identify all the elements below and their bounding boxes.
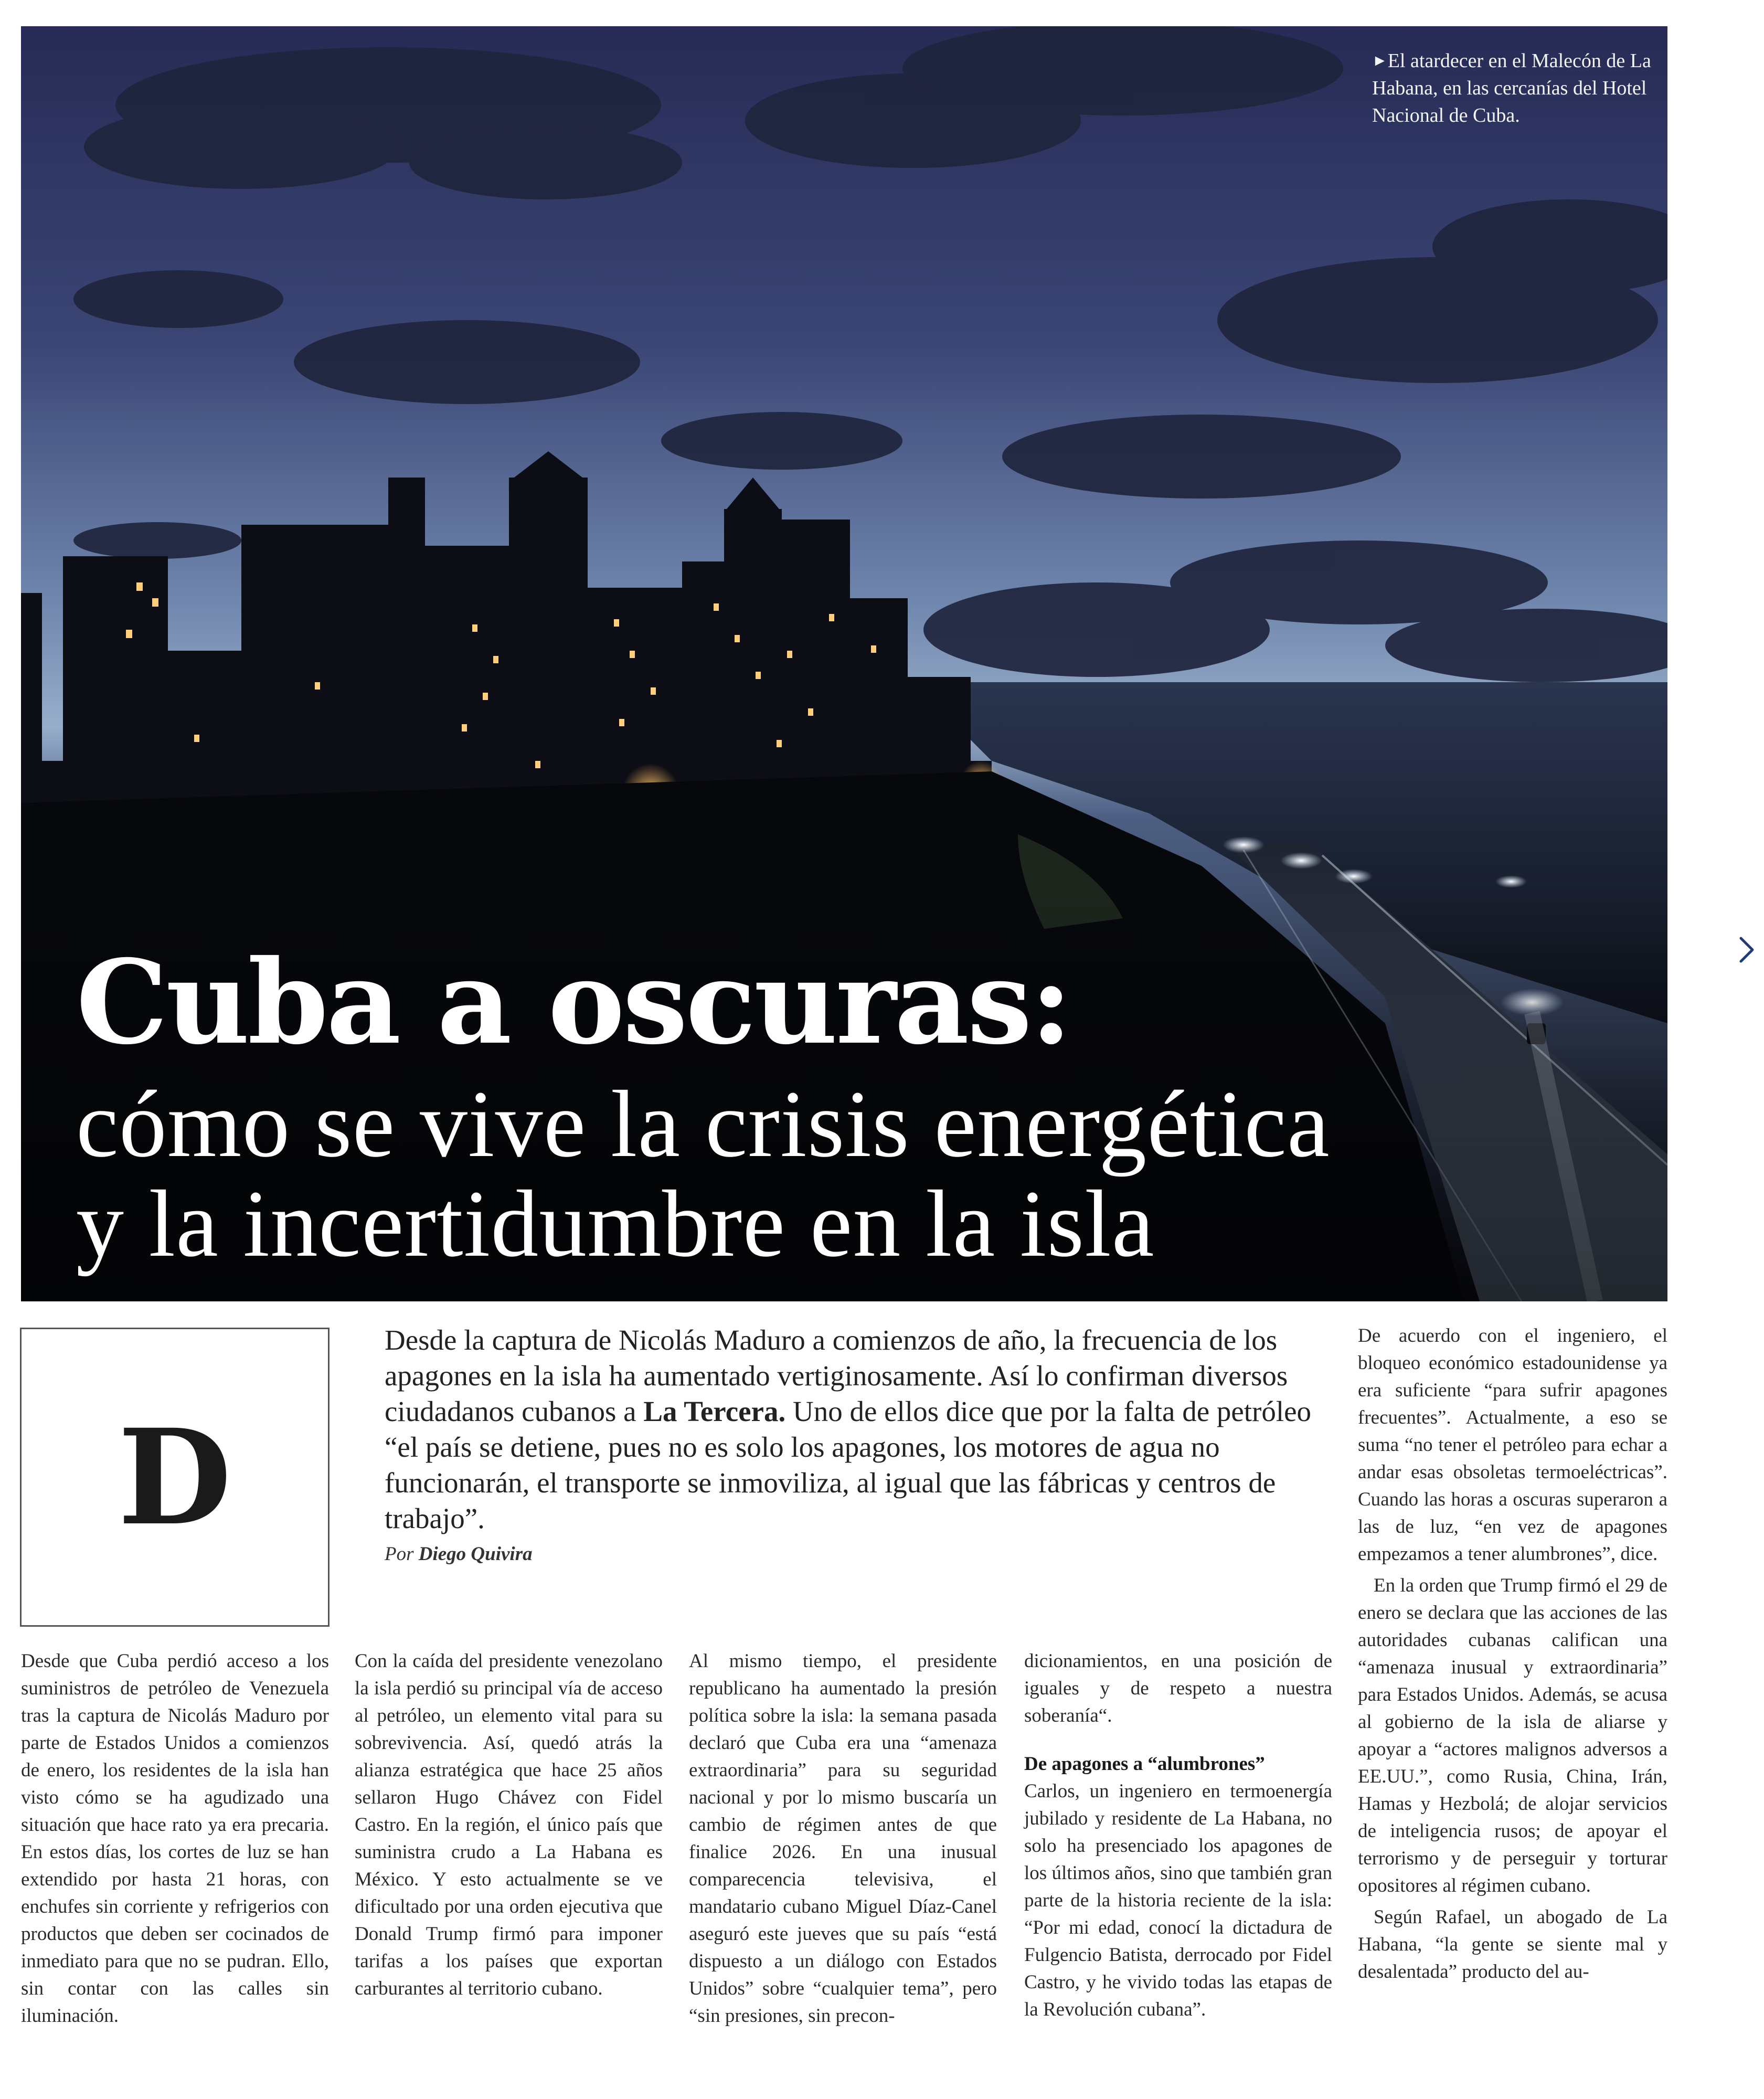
body-paragraph: Carlos, un ingeniero en termoenergía jubilado y residente de La Habana, no solo ha presenciado los apagones de los últimos años, sino que también gran parte de la historia reciente de la isla: “Por mi edad, conocí la dictadura de Fulgencio Batista, derrocado por Fidel Castro, y he vivido todas las etapas de la Revolución cubana”. xyxy=(1024,1780,1332,2020)
photo-caption xyxy=(1372,47,1666,129)
headline-subtitle-line-1: cómo se vive la crisis energética xyxy=(76,1072,1330,1177)
body-paragraph: De acuerdo con el ingeniero, el bloqueo económico estadounidense ya era suficiente “para sufrir apagones frecuentes”. Actualmente, a eso se suma “no tener el petróleo para echar a andar esas obsoletas termoeléctricas”. Cuando las horas a oscuras superaron a las de luz, “en vez de apagones empezamos a tener alumbrones”, dice. xyxy=(1358,1325,1667,1565)
body-paragraph: Desde que Cuba perdió acceso a los suministros de petróleo de Venezuela tras la captura de Nicolás Maduro por parte de Estados Unidos a comienzos de enero, los residentes de la isla han visto cómo se ha agudizado una situación que hace rato ya era precaria. En estos días, los cortes de luz se han extendido por hasta 21 horas, con enchufes sin corriente y refrigerios con productos que deben ser cocinados de inmediato para que no se pudran. Ello, sin contar con las calles sin iluminación. xyxy=(21,1650,329,2027)
body-column-2 xyxy=(355,1648,663,2002)
body-paragraph: dicionamientos, en una posición de iguales y de respeto a nuestra soberanía“. xyxy=(1024,1650,1332,1726)
body-column-4 xyxy=(1024,1648,1332,2023)
body-column-5 xyxy=(1358,1322,1667,1986)
headline-subtitle xyxy=(76,1072,1545,1277)
headline-title: Cuba a oscuras: xyxy=(76,934,1071,1070)
byline xyxy=(385,1542,1324,1567)
lead-text-end: Uno de ellos dice que por la falta de petróleo “el país se detiene, pues no es solo los apagones, los motores de agua no funcionarán, el transporte se inmoviliza, al igual que las fábricas y centros de trabajo”. xyxy=(385,1395,1312,1534)
caption-marker-icon: ► xyxy=(1372,52,1388,69)
lead-outlet-name: La Tercera. xyxy=(643,1395,786,1427)
lead-text-start: Desde la captura de Nicolás Maduro a comienzos de año, la frecuencia de los apagones en la isla ha aumentado vertiginosamente. Así lo confirman diversos ciudadanos cubanos a xyxy=(385,1324,1288,1427)
body-column-1 xyxy=(21,1648,329,2030)
byline-author: Diego Quivira xyxy=(418,1543,533,1565)
headline-subtitle-line-2: y la incertidumbre en la isla xyxy=(76,1171,1155,1277)
section-subheading: De apagones a “alumbrones” xyxy=(1024,1753,1265,1775)
body-paragraph: Al mismo tiempo, el presidente republicano ha aumentado la presión política sobre la isla: la semana pasada declaró que Cuba era una “amenaza extraordinaria” para su seguridad nacional y por lo mismo buscaría un cambio de régimen antes de que finalice 2026. En una inusual comparecencia televisiva, el mandatario cubano Miguel Díaz-Canel aseguró este jueves que su país “está dispuesto a un diálogo con Estados Unidos” sobre “cualquier tema”, pero “sin presiones, sin precon- xyxy=(689,1650,997,2027)
body-column-3 xyxy=(689,1648,997,2030)
next-page-button[interactable] xyxy=(1731,931,1761,968)
byline-prefix: Por xyxy=(385,1543,414,1565)
hero-photo xyxy=(21,26,1667,1301)
chevron-right-icon xyxy=(1736,934,1757,966)
body-paragraph: En la orden que Trump firmó el 29 de enero se declara que las acciones de las autoridades cubanas califican una “amenaza inusual y extraordinaria” para Estados Unidos. Además, se acusa al gobierno de la isla de aliarse y apoyar a “actores malignos adversos a EE.UU.”, como Rusia, China, Irán, Hamas y Hezbolá; de alojar servicios de inteligencia rusos; de apoyar el terrorismo y de perseguir y torturar opositores al régimen cubano. xyxy=(1358,1575,1667,1896)
body-paragraph: Con la caída del presidente venezolano la isla perdió su principal vía de acceso al petróleo, un elemento vital para su sobrevivencia. Así, quedó atrás la alianza estratégica que hace 25 años sellaron Hugo Chávez con Fidel Castro. En la región, el único país que suministra crudo a La Habana es México. Y esto actualmente se ve dificultado por una orden ejecutiva que Donald Trump firmó para imponer tarifas a los países que exportan carburantes al territorio cubano. xyxy=(355,1650,663,1999)
lead-paragraph xyxy=(385,1322,1324,1567)
body-paragraph: Según Rafael, un abogado de La Habana, “la gente se siente mal y desalentada” producto del au- xyxy=(1358,1906,1667,1983)
dropcap-letter: D xyxy=(118,1400,232,1554)
headline xyxy=(76,934,1545,1277)
caption-text: El atardecer en el Malecón de La Habana, en las cercanías del Hotel Nacional de Cuba. xyxy=(1372,50,1651,126)
dropcap-box xyxy=(20,1328,330,1627)
